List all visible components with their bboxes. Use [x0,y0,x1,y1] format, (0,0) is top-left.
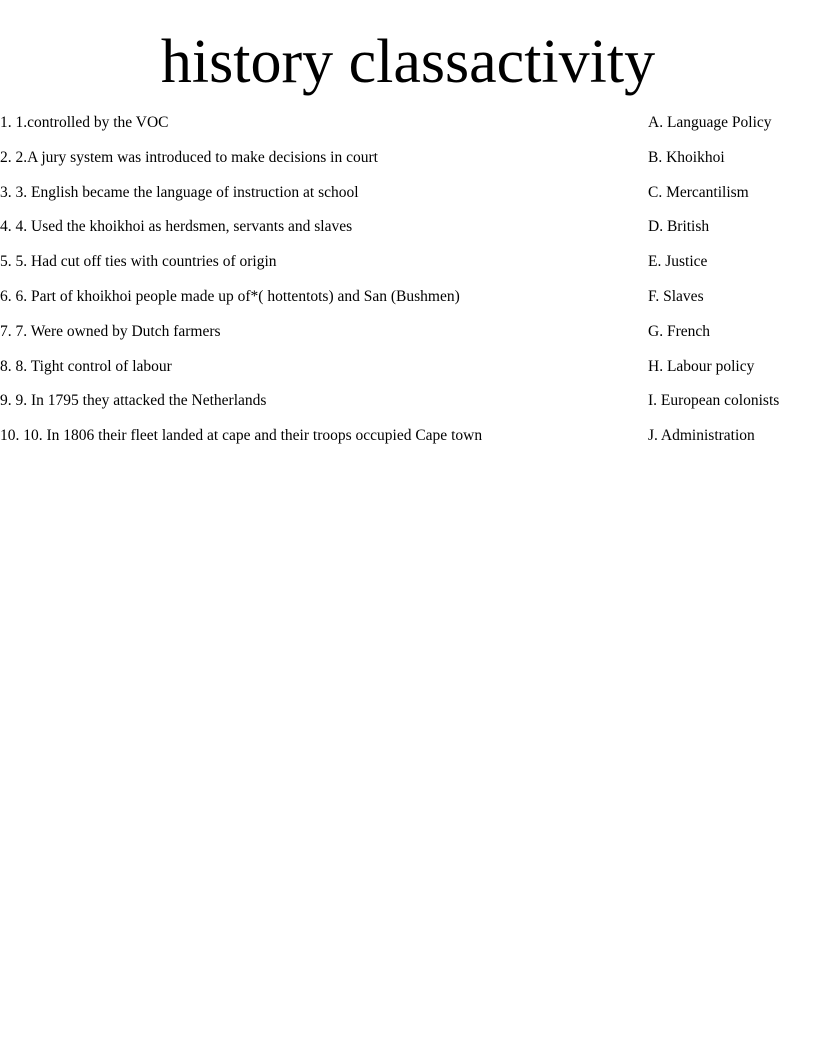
question-item: 9. 9. In 1795 they attacked the Netherlands [0,392,267,410]
answer-item: F. Slaves [648,287,704,305]
answer-item: C. Mercantilism [648,183,749,201]
question-item: 7. 7. Were owned by Dutch farmers [0,322,221,340]
question-item: 6. 6. Part of khoikhoi people made up of*( hottentots) and San (Bushmen) [0,287,460,305]
question-item: 4. 4. Used the khoikhoi as herdsmen, servants and slaves [0,218,353,236]
question-list [0,113,630,461]
answer-item: B. Khoikhoi [648,148,725,166]
question-item: 3. 3. English became the language of instruction at school [0,183,359,201]
answer-item: I. European colonists [648,392,780,410]
answer-item: G. French [648,322,710,340]
page-title: history classactivity [160,28,656,96]
question-item: 5. 5. Had cut off ties with countries of origin [0,253,277,271]
question-item: 8. 8. Tight control of labour [0,357,172,375]
answer-item: H. Labour policy [648,357,755,375]
question-item: 2. 2.A jury system was introduced to make decisions in court [0,148,378,166]
question-item: 1. 1.controlled by the VOC [0,114,169,131]
answer-item: E. Justice [648,253,708,271]
answer-list [648,113,816,461]
answer-item: A. Language Policy [648,114,772,131]
question-item: 10. 10. In 1806 their fleet landed at cape and their troops occupied Cape town [0,427,483,445]
answer-item: D. British [648,218,710,236]
answer-item: J. Administration [648,427,755,445]
